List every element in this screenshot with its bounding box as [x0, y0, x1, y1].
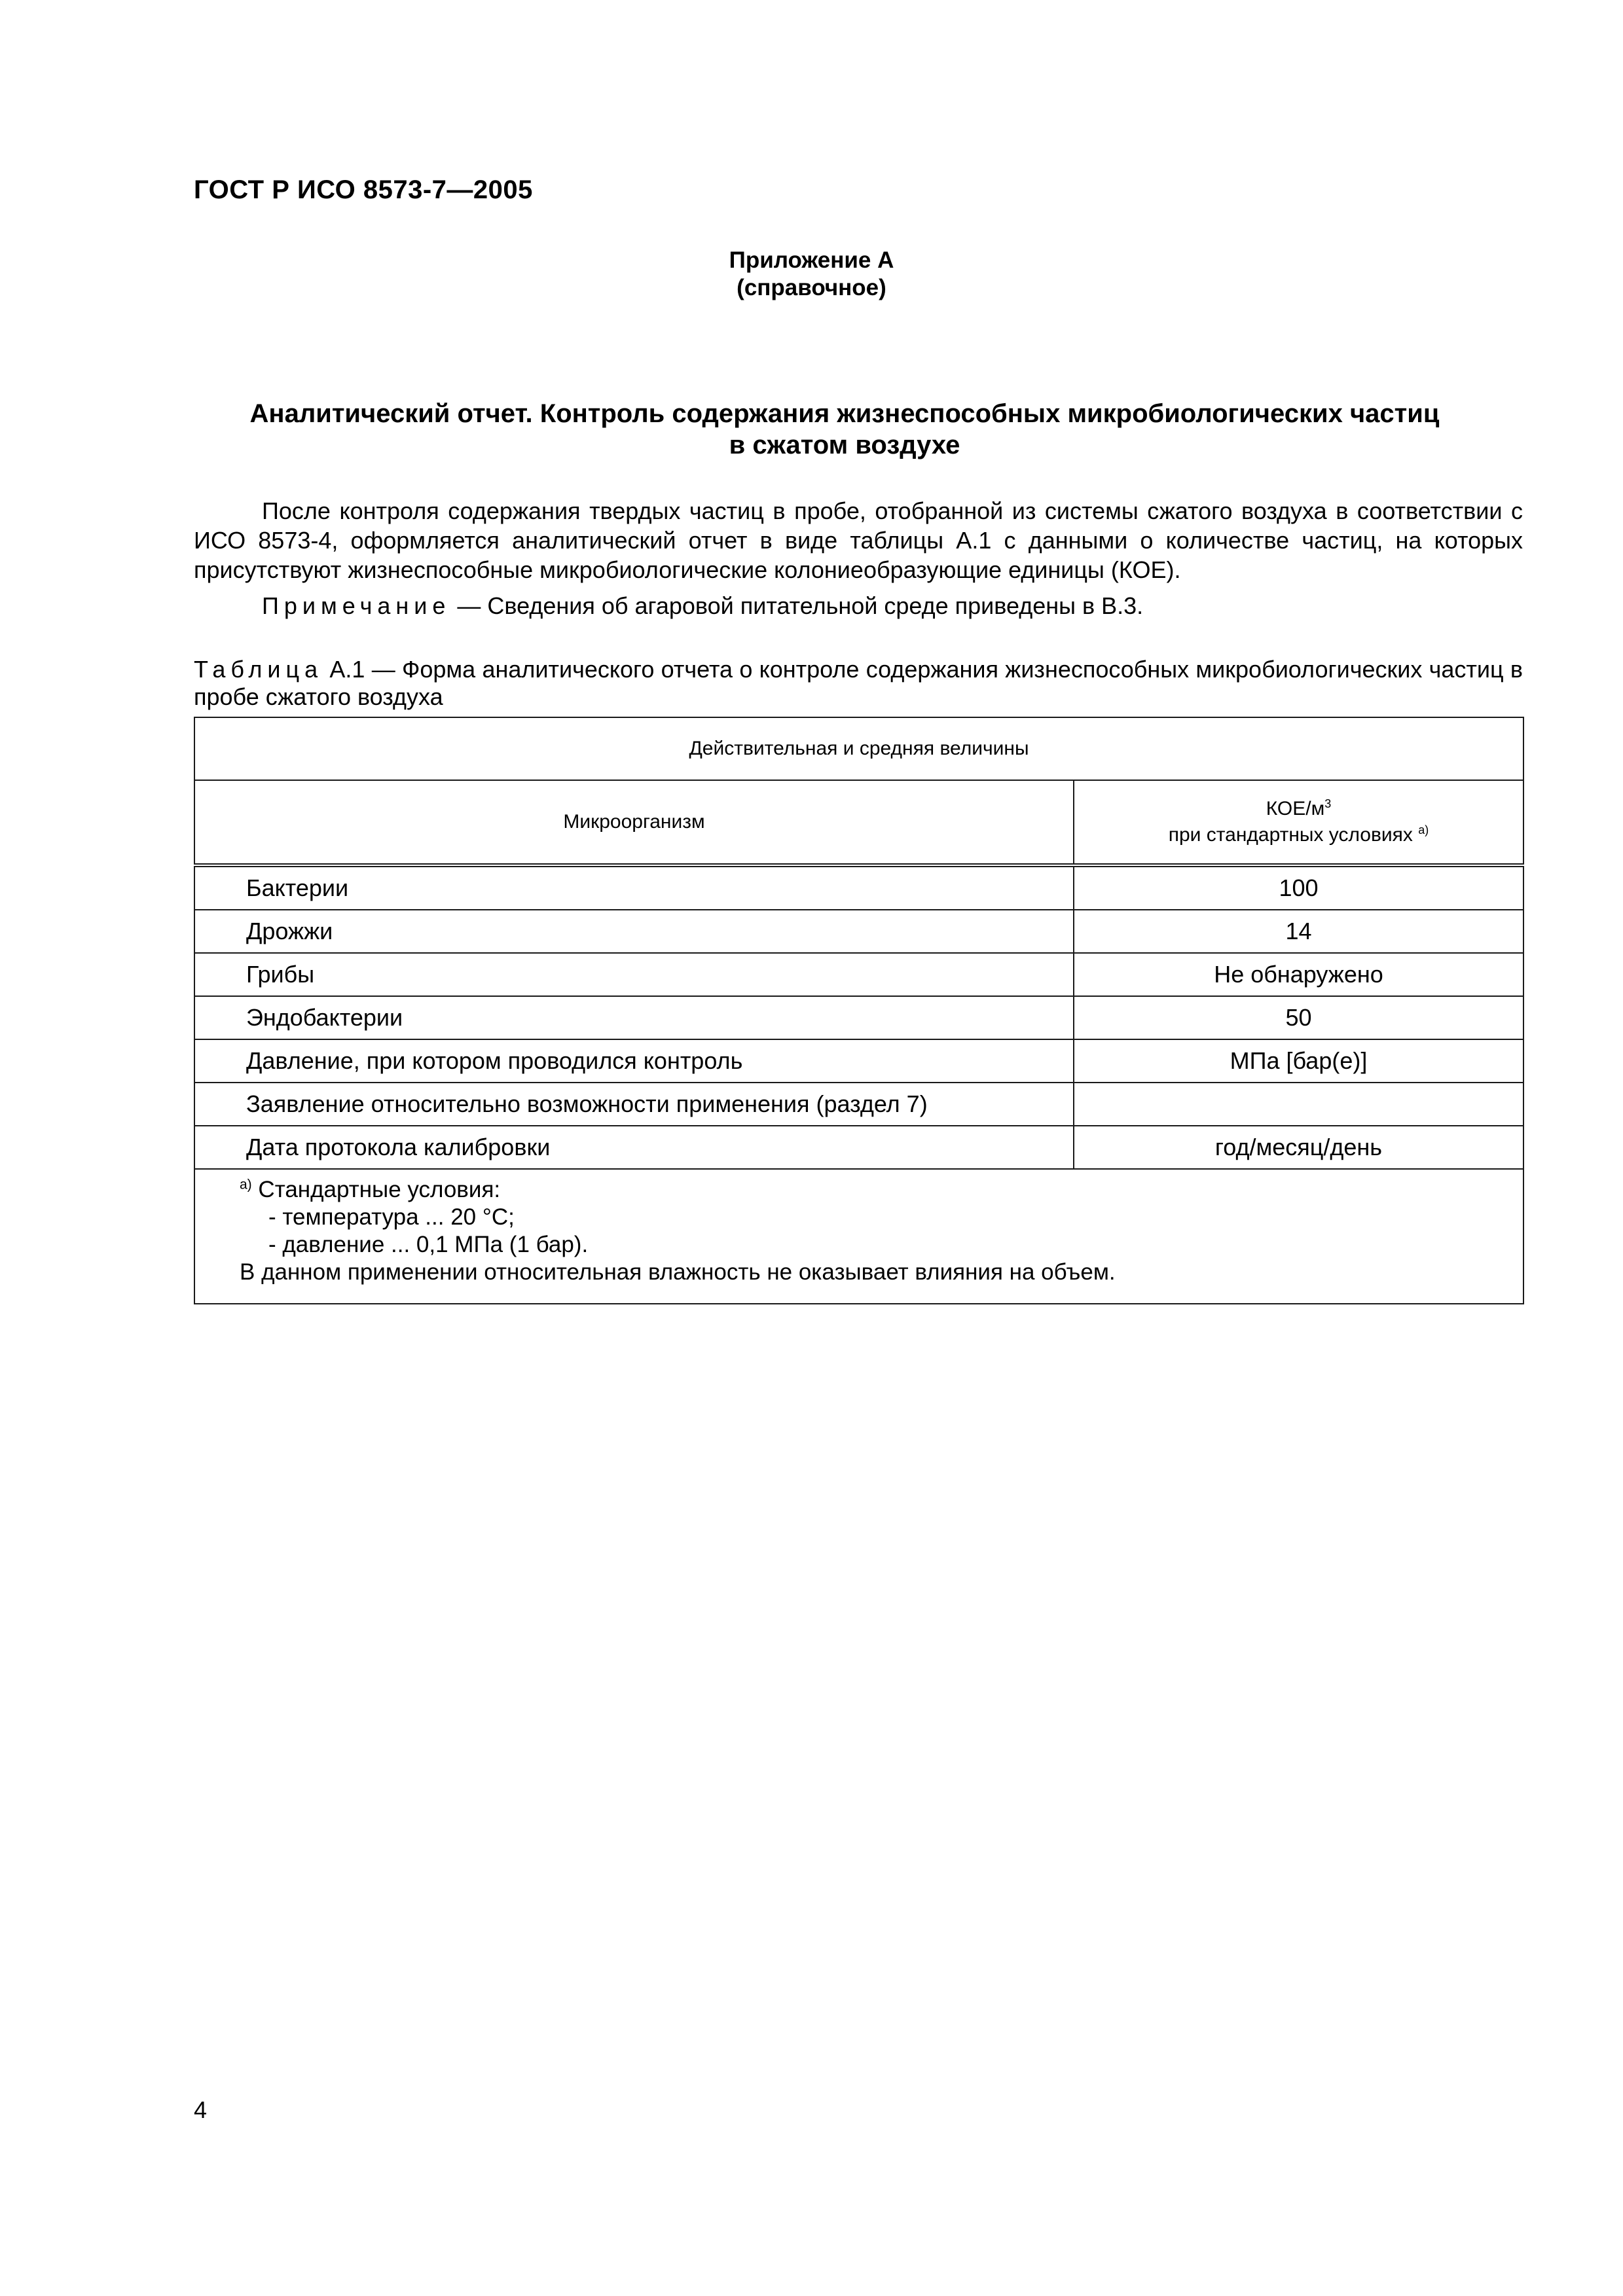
column-header-cfu-line-2	[1074, 822, 1523, 848]
row-value: год/месяц/день	[1074, 1126, 1523, 1169]
cfu-unit-exponent: 3	[1324, 797, 1332, 810]
standard-code: ГОСТ Р ИСО 8573-7—2005	[194, 175, 533, 204]
row-name: Грибы	[194, 953, 1074, 996]
page-number: 4	[194, 2096, 208, 2123]
table-column-header-row	[194, 780, 1523, 865]
table-row	[194, 953, 1523, 996]
footnote-reference: а)	[1418, 823, 1429, 836]
table-row	[194, 865, 1523, 910]
table-header-row	[194, 717, 1523, 780]
body-paragraph: После контроля содержания твердых частиц в пробе, отобранной из системы сжатого воздуха в соответствии с ИСО 8573-4, оформляется аналитический отчет в виде таблицы А.1 с данными о количестве частиц, на которых присутствуют жизнеспособные микробиологические колониеобразующие единицы (КОЕ).	[194, 497, 1523, 583]
row-value: 14	[1074, 910, 1523, 953]
table-caption	[194, 656, 1523, 711]
note	[262, 591, 1506, 620]
table-row	[194, 1126, 1523, 1169]
annex-label: Приложение А	[729, 247, 894, 273]
footnote-title	[240, 1176, 1523, 1204]
row-name: Дата протокола калибровки	[194, 1126, 1074, 1169]
table-row	[194, 996, 1523, 1039]
annex-title-line-2: в сжатом воздухе	[729, 431, 960, 459]
table-row	[194, 1039, 1523, 1083]
footnote-line: - давление ... 0,1 МПа (1 бар).	[268, 1232, 589, 1257]
row-name: Заявление относительно возможности применения (раздел 7)	[194, 1083, 1074, 1126]
footnote-title-text: Стандартные условия:	[251, 1177, 501, 1202]
row-name: Дрожжи	[194, 910, 1074, 953]
row-value: Не обнаружено	[1074, 953, 1523, 996]
table-header-span: Действительная и средняя величины	[194, 717, 1523, 780]
table-footnote-row	[194, 1169, 1523, 1304]
row-value: 50	[1074, 996, 1523, 1039]
footnote-line: - температура ... 20 °С;	[268, 1204, 515, 1230]
table-caption-label: Таблица	[194, 656, 323, 683]
note-text: — Сведения об агаровой питательной среде приведены в В.3.	[450, 592, 1144, 619]
row-value: 100	[1074, 865, 1523, 910]
report-table	[194, 717, 1524, 1304]
annex-title-line-1: Аналитический отчет. Контроль содержания жизнеспособных микробиологических частиц	[249, 399, 1440, 428]
annex-title	[196, 398, 1493, 461]
note-label: Примечание	[262, 592, 451, 619]
row-name: Эндобактерии	[194, 996, 1074, 1039]
cfu-conditions: при стандартных условиях	[1168, 824, 1413, 846]
row-value	[1074, 1083, 1523, 1126]
row-name: Бактерии	[194, 865, 1074, 910]
table-caption-text: А.1 — Форма аналитического отчета о контроле содержания жизнеспособных микробиологических частиц в пробе сжатого воздуха	[194, 656, 1523, 710]
footnote-marker: а)	[240, 1177, 252, 1193]
table-row	[194, 910, 1523, 953]
cfu-unit: КОЕ/м	[1266, 798, 1325, 819]
table-row	[194, 1083, 1523, 1126]
column-header-cfu-line-1	[1074, 796, 1523, 822]
column-header-microorganism: Микроорганизм	[194, 780, 1074, 865]
row-value: МПа [бар(е)]	[1074, 1039, 1523, 1083]
annex-kind: (справочное)	[737, 275, 886, 300]
row-name: Давление, при котором проводился контроль	[194, 1039, 1074, 1083]
column-header-cfu	[1074, 780, 1523, 865]
table-footnote	[194, 1169, 1523, 1304]
footnote-line: В данном применении относительная влажность не оказывает влияния на объем.	[240, 1259, 1116, 1285]
